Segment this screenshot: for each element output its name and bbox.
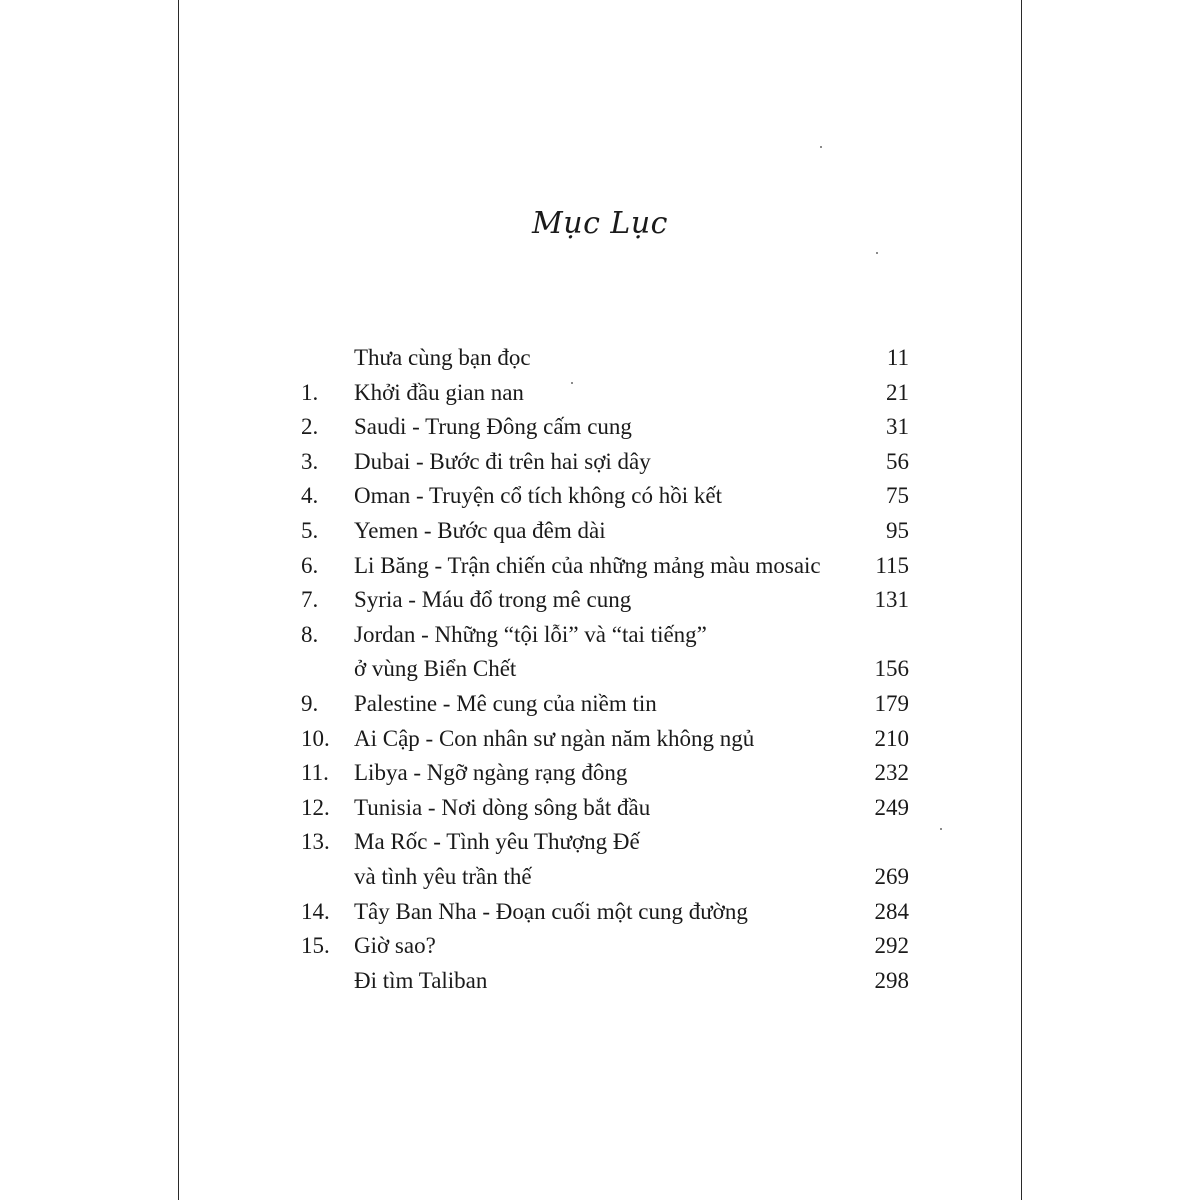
chapter-title: Jordan - Những “tội lỗi” và “tai tiếng” bbox=[354, 621, 707, 647]
chapter-title: Libya - Ngỡ ngàng rạng đông bbox=[354, 760, 628, 786]
chapter-number: 3. bbox=[301, 448, 319, 474]
page-number: 115 bbox=[875, 552, 909, 578]
chapter-number: 9. bbox=[301, 690, 319, 716]
toc-entry bbox=[179, 895, 1023, 930]
toc-entry bbox=[179, 929, 1023, 964]
chapter-title: Tunisia - Nơi dòng sông bắt đầu bbox=[354, 794, 651, 820]
chapter-title: Dubai - Bước đi trên hai sợi dây bbox=[354, 448, 651, 474]
page-number: 56 bbox=[886, 448, 909, 474]
toc-entry bbox=[179, 825, 1023, 860]
chapter-title: Yemen - Bước qua đêm dài bbox=[354, 517, 606, 543]
page-number: 11 bbox=[886, 345, 909, 370]
toc-entry bbox=[179, 376, 1023, 411]
print-speck bbox=[876, 252, 878, 254]
chapter-number: 12. bbox=[301, 794, 330, 820]
toc-entry bbox=[179, 341, 1023, 376]
toc-entry bbox=[179, 722, 1023, 757]
page-number: 179 bbox=[874, 690, 909, 716]
chapter-title: Oman - Truyện cổ tích không có hồi kết bbox=[354, 483, 722, 509]
chapter-number: 5. bbox=[301, 517, 319, 543]
chapter-title: Giờ sao? bbox=[354, 933, 436, 959]
chapter-title: và tình yêu trần thế bbox=[354, 863, 532, 889]
chapter-title: Ai Cập - Con nhân sư ngàn năm không ngủ bbox=[354, 725, 755, 751]
table-of-contents bbox=[179, 341, 1023, 998]
chapter-title: Syria - Máu đổ trong mê cung bbox=[354, 587, 632, 613]
chapter-title: ở vùng Biển Chết bbox=[354, 656, 517, 682]
toc-entry bbox=[179, 549, 1023, 584]
toc-entry bbox=[179, 583, 1023, 618]
chapter-number: 4. bbox=[301, 483, 319, 509]
page-number: 249 bbox=[874, 794, 909, 820]
page-title: Mục Lục bbox=[532, 206, 668, 241]
chapter-title: Li Băng - Trận chiến của những mảng màu mosaic bbox=[354, 552, 821, 578]
page-number: 210 bbox=[874, 725, 909, 751]
chapter-title: Đi tìm Taliban bbox=[354, 967, 488, 993]
page-number: 21 bbox=[886, 379, 909, 405]
toc-entry bbox=[179, 514, 1023, 549]
page-number: 269 bbox=[874, 863, 909, 889]
page-number: 31 bbox=[886, 414, 909, 440]
chapter-number: 11. bbox=[301, 760, 329, 786]
chapter-number: 8. bbox=[301, 621, 319, 647]
chapter-number: 14. bbox=[301, 898, 330, 924]
chapter-number: 15. bbox=[301, 933, 330, 959]
toc-entry bbox=[179, 964, 1023, 999]
toc-entry bbox=[179, 791, 1023, 826]
chapter-number: 10. bbox=[301, 725, 330, 751]
toc-entry bbox=[179, 756, 1023, 791]
page-number: 292 bbox=[874, 933, 909, 959]
chapter-number: 13. bbox=[301, 829, 330, 855]
chapter-number: 7. bbox=[301, 587, 319, 613]
chapter-number: 6. bbox=[301, 552, 319, 578]
page-number: 95 bbox=[886, 517, 909, 543]
page-number: 131 bbox=[874, 587, 909, 613]
chapter-title: Khởi đầu gian nan bbox=[354, 379, 524, 405]
page-number: 284 bbox=[874, 898, 909, 924]
toc-entry bbox=[179, 618, 1023, 653]
chapter-title: Ma Rốc - Tình yêu Thượng Đế bbox=[354, 829, 640, 855]
page-number: 75 bbox=[886, 483, 909, 509]
chapter-number: 1. bbox=[301, 379, 319, 405]
toc-entry bbox=[179, 860, 1023, 895]
toc-entry bbox=[179, 445, 1023, 480]
book-page bbox=[178, 0, 1022, 1200]
chapter-title: Saudi - Trung Đông cấm cung bbox=[354, 414, 632, 440]
toc-entry bbox=[179, 479, 1023, 514]
chapter-title: Tây Ban Nha - Đoạn cuối một cung đường bbox=[354, 898, 748, 924]
page-number: 232 bbox=[874, 760, 909, 786]
chapter-title: Thưa cùng bạn đọc bbox=[354, 345, 531, 370]
toc-entry bbox=[179, 652, 1023, 687]
toc-entry bbox=[179, 687, 1023, 722]
page-number: 156 bbox=[874, 656, 909, 682]
chapter-number: 2. bbox=[301, 414, 319, 440]
toc-entry bbox=[179, 410, 1023, 445]
print-speck bbox=[820, 146, 822, 148]
chapter-title: Palestine - Mê cung của niềm tin bbox=[354, 690, 657, 716]
page-number: 298 bbox=[874, 967, 909, 993]
